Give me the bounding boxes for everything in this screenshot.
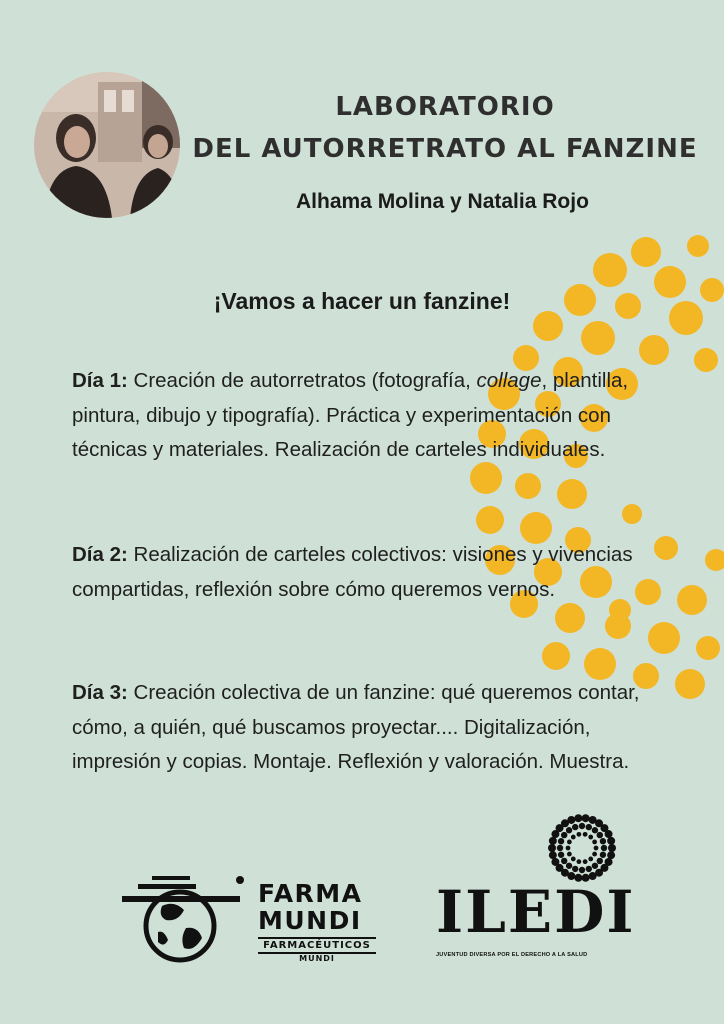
ring-dot: [592, 863, 598, 869]
ring-dot: [592, 852, 597, 857]
day-1-label: Día 1:: [72, 369, 128, 392]
ring-dot: [567, 852, 572, 857]
ring-dot: [548, 844, 556, 852]
ring-dot: [576, 859, 581, 864]
iledi-wordmark: ILEDI: [436, 878, 636, 946]
farmamundi-wordmark: [258, 880, 388, 963]
ring-dot: [607, 837, 615, 845]
ring-dot: [566, 827, 572, 833]
ring-dot: [572, 824, 578, 830]
section-heading: ¡Vamos a hacer un fanzine!: [213, 288, 511, 314]
day-2-description: [72, 538, 672, 607]
ring-dot: [566, 846, 571, 851]
ring-dot: [588, 857, 593, 862]
farmamundi-subtitle: FARMACÉUTICOS: [258, 937, 376, 954]
title-line-2: DEL AUTORRETRATO AL FANZINE: [192, 134, 698, 164]
title-line-1: LABORATORIO: [335, 92, 555, 122]
ring-dot: [561, 858, 567, 864]
ring-dot: [600, 852, 606, 858]
ring-dot: [549, 851, 557, 859]
authors-names: Alhama Molina y Natalia Rojo: [296, 190, 589, 213]
day-1-text-a: Creación de autorretratos (fotografía,: [127, 369, 477, 392]
iledi-logo: [430, 812, 636, 972]
farmamundi-logo: [118, 870, 388, 970]
ring-dot: [567, 816, 575, 824]
day-2-text: Realización de carteles colectivos: visiones y vivencias compartidas, reflexión sobre cómo queremos vernos.: [72, 543, 633, 601]
ring-dot: [592, 840, 597, 845]
ring-dot: [597, 832, 603, 838]
ring-dot: [597, 858, 603, 864]
ring-dot: [579, 867, 585, 873]
ring-dot: [579, 823, 585, 829]
iledi-tagline: JUVENTUD DIVERSA POR EL DERECHO A LA SALUD: [436, 952, 588, 958]
ring-dot: [576, 832, 581, 837]
ring-dot: [601, 845, 607, 851]
ring-dot: [572, 866, 578, 872]
day-3-label: Día 3:: [72, 681, 128, 704]
day-1-text-b: , plantilla, pintura, dibujo y tipografía). Práctica y experimentación con técnicas y materiales. Realización de carteles individuales.: [72, 369, 629, 461]
ring-dot: [586, 824, 592, 830]
ring-dot: [586, 866, 592, 872]
day-3-description: [72, 676, 672, 780]
day-3-text: Creación colectiva de un fanzine: qué queremos contar, cómo, a quién, qué buscamos proyectar.... Digitalización, impresión y copias. Montaje. Reflexión y valoración. Muestra.: [72, 681, 640, 773]
ring-dot: [583, 859, 588, 864]
farmamundi-mundi: MUNDI: [258, 906, 362, 935]
ring-dot: [557, 845, 563, 851]
ring-dot: [558, 852, 564, 858]
ring-dot: [561, 832, 567, 838]
ring-dot: [567, 840, 572, 845]
ring-dot: [582, 814, 590, 822]
authors-photo: [34, 72, 180, 218]
ring-dot: [566, 863, 572, 869]
dot-ring-icon: [430, 812, 620, 882]
ring-dot: [600, 838, 606, 844]
ring-dot: [571, 835, 576, 840]
ring-dot: [594, 846, 599, 851]
farmamundi-subtitle-2: MUNDI: [299, 954, 335, 963]
farmamundi-farma: FARMA: [258, 879, 363, 908]
ring-dot: [588, 835, 593, 840]
globe-icon: [118, 870, 248, 970]
ring-dot: [574, 814, 582, 822]
page-title: [190, 86, 700, 170]
ring-dot: [571, 857, 576, 862]
ring-dot: [608, 844, 616, 852]
ring-dot: [583, 832, 588, 837]
day-2-label: Día 2:: [72, 543, 128, 566]
ring-dot: [592, 827, 598, 833]
day-1-description: [72, 364, 672, 468]
ring-dot: [558, 838, 564, 844]
day-1-italic: collage: [476, 369, 542, 392]
